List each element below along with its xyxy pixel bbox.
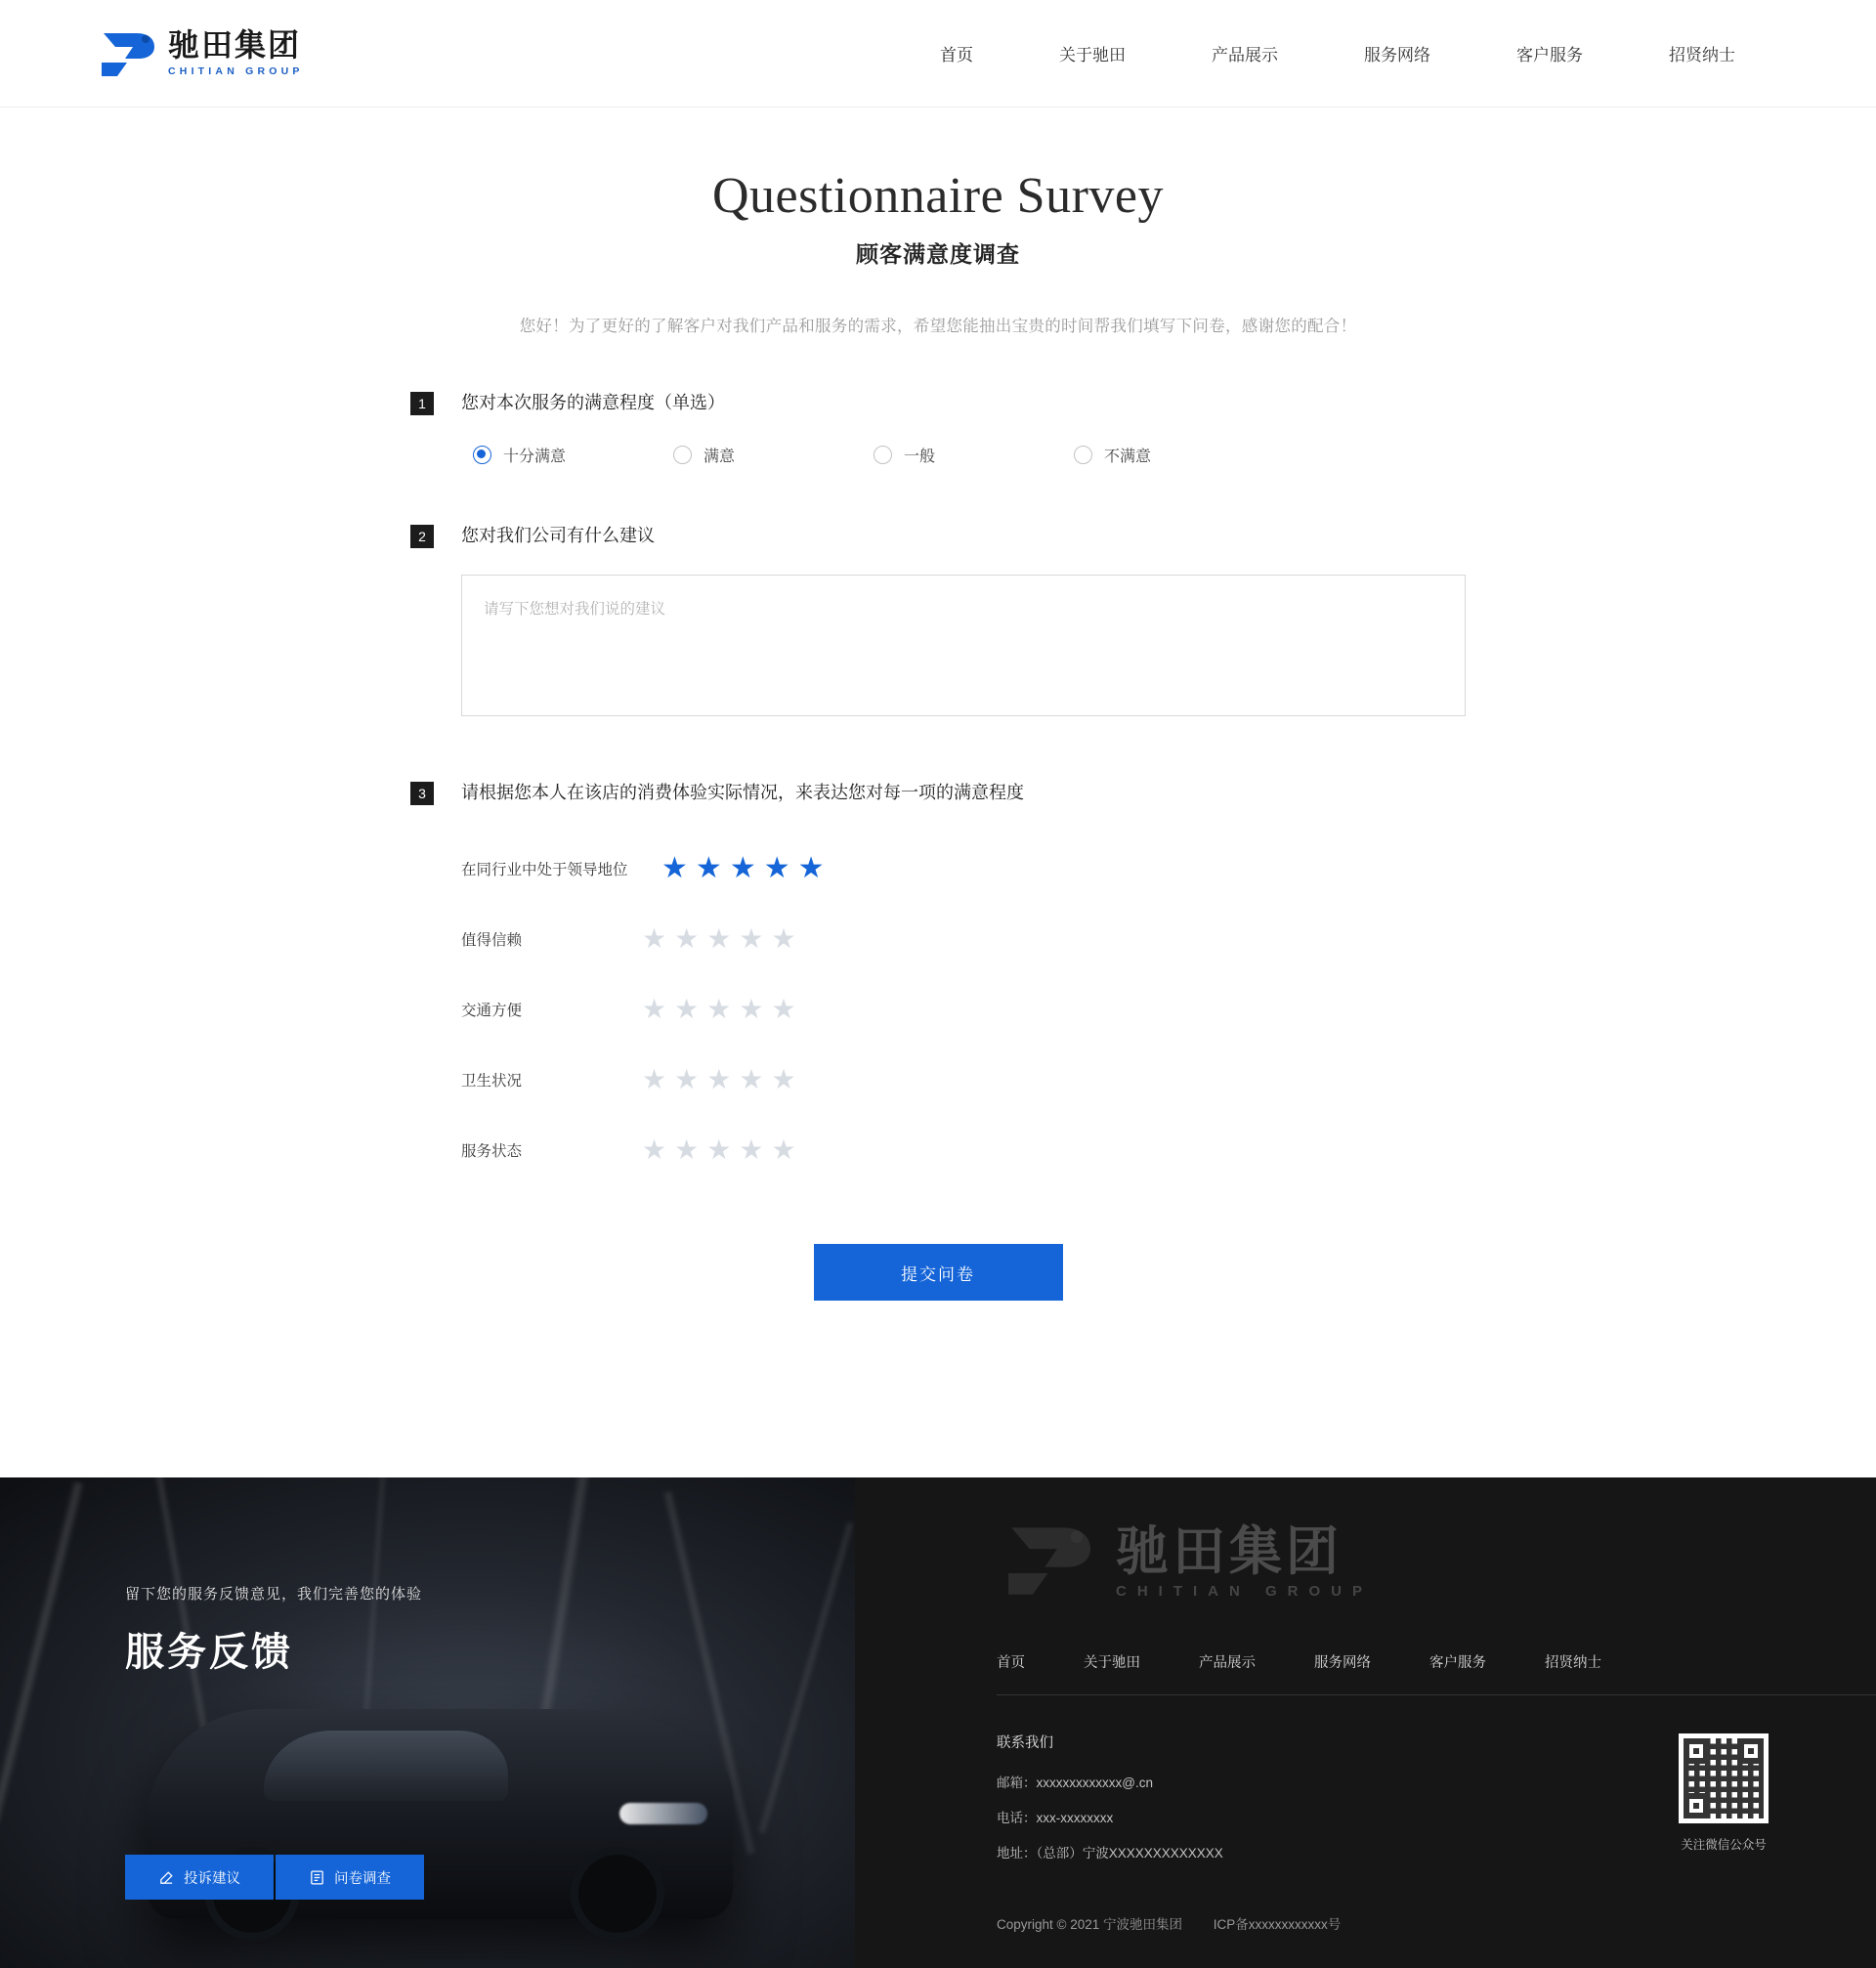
footer-logo-text-cn: 驰田集团 — [1116, 1520, 1343, 1583]
nav-item-service-network[interactable]: 服务网络 — [1364, 46, 1430, 64]
star-icon[interactable]: ★ — [674, 923, 700, 955]
chitian-logo-icon — [98, 27, 158, 80]
nav-item-products[interactable]: 产品展示 — [1212, 46, 1278, 64]
option-label: 一般 — [904, 449, 936, 466]
page-intro: 您好！为了更好的了解客户对我们产品和服务的需求，希望您能抽出宝贵的时间帮我们填写下问卷，感谢您的配合！ — [519, 318, 1357, 336]
main-nav — [897, 41, 1778, 65]
survey-form — [410, 336, 1466, 1301]
footer-nav-item-service-network[interactable]: 服务网络 — [1314, 1655, 1371, 1671]
list-icon — [309, 1869, 325, 1886]
page-title-en: Questionnaire Survey — [711, 168, 1164, 224]
star-icon[interactable]: ★ — [797, 852, 825, 885]
pen-icon — [158, 1869, 175, 1886]
option-average[interactable] — [862, 444, 1062, 466]
question-2 — [410, 523, 1466, 721]
star-rating[interactable] — [661, 854, 825, 883]
nav-item-about[interactable]: 关于驰田 — [1059, 46, 1126, 64]
star-icon[interactable]: ★ — [771, 1134, 796, 1166]
contact-address: 地址：（总部）宁波XXXXXXXXXXXXX — [997, 1846, 1223, 1861]
footer-nav-item-careers[interactable]: 招贤纳士 — [1545, 1655, 1601, 1671]
footer-logo-text-en: CHITIAN GROUP — [1116, 1582, 1373, 1600]
footer-info-panel — [855, 1477, 1876, 1968]
star-icon[interactable]: ★ — [706, 1064, 732, 1095]
footer-logo — [997, 1519, 1373, 1605]
question-1-options — [461, 444, 1466, 466]
option-label: 满意 — [704, 449, 736, 466]
button-label: 问卷调查 — [334, 1870, 391, 1887]
copyright-text: Copyright © 2021 宁波驰田集团 — [997, 1917, 1183, 1932]
submit-button[interactable]: 提交问卷 — [814, 1244, 1063, 1301]
question-3-text: 请根据您本人在该店的消费体验实际情况，来表达您对每一项的满意程度 — [461, 783, 1024, 803]
site-header — [0, 0, 1876, 107]
promo-subtitle: 留下您的服务反馈意见，我们完善您的体验 — [125, 1586, 423, 1603]
footer-divider — [997, 1694, 1876, 1695]
radio-icon[interactable] — [673, 446, 692, 464]
icp-text: ICP备xxxxxxxxxxxx号 — [1213, 1917, 1342, 1932]
star-icon[interactable]: ★ — [674, 1064, 700, 1095]
qr-caption: 关注微信公众号 — [1681, 1838, 1767, 1852]
option-very-satisfied[interactable] — [461, 444, 661, 466]
star-icon[interactable]: ★ — [739, 994, 764, 1025]
rating-label: 服务状态 — [461, 1143, 523, 1161]
star-rating[interactable] — [642, 925, 796, 953]
star-rating[interactable] — [642, 996, 796, 1023]
star-icon[interactable]: ★ — [674, 1134, 700, 1166]
rating-label: 在同行业中处于领导地位 — [461, 862, 628, 879]
copyright — [997, 1913, 1368, 1933]
nav-item-home[interactable]: 首页 — [940, 46, 973, 64]
rating-row-trustworthy — [461, 904, 1466, 974]
chitian-logo-icon — [997, 1519, 1102, 1605]
star-icon[interactable]: ★ — [763, 852, 790, 885]
complaint-suggestion-button[interactable] — [125, 1855, 274, 1900]
rating-label: 交通方便 — [461, 1003, 523, 1020]
nav-item-customer-service[interactable]: 客户服务 — [1516, 46, 1583, 64]
question-2-text: 您对我们公司有什么建议 — [461, 526, 655, 546]
option-label: 不满意 — [1104, 449, 1152, 466]
footer-nav-item-customer-service[interactable]: 客户服务 — [1429, 1655, 1486, 1671]
radio-icon[interactable] — [1074, 446, 1092, 464]
question-2-number: 2 — [410, 525, 434, 548]
radio-icon[interactable] — [473, 446, 491, 464]
logo[interactable] — [98, 27, 304, 80]
wechat-qr-block — [1679, 1733, 1769, 1853]
option-label: 十分满意 — [503, 449, 567, 466]
star-icon[interactable]: ★ — [706, 1134, 732, 1166]
suggestion-input[interactable] — [461, 575, 1466, 716]
star-icon[interactable]: ★ — [661, 852, 688, 885]
question-3 — [410, 780, 1466, 1185]
star-icon[interactable]: ★ — [642, 994, 667, 1025]
question-1-number: 1 — [410, 392, 434, 415]
contact-email: 邮箱：xxxxxxxxxxxxx@.cn — [997, 1775, 1153, 1790]
logo-text-en: CHITIAN GROUP — [168, 64, 304, 77]
star-icon[interactable]: ★ — [706, 923, 732, 955]
option-satisfied[interactable] — [661, 444, 862, 466]
rating-list — [461, 834, 1466, 1185]
logo-text-cn: 驰田集团 — [168, 26, 302, 64]
contact-phone: 电话：xxx-xxxxxxxx — [997, 1811, 1114, 1825]
footer-contact — [997, 1732, 1223, 1877]
footer-promo-panel — [0, 1477, 855, 1968]
question-3-number: 3 — [410, 782, 434, 805]
main-content — [0, 107, 1876, 1359]
qr-code-icon — [1679, 1733, 1769, 1823]
contact-title: 联系我们 — [997, 1735, 1053, 1751]
footer-nav-item-products[interactable]: 产品展示 — [1199, 1655, 1256, 1671]
star-icon[interactable]: ★ — [674, 994, 700, 1025]
button-label: 投诉建议 — [184, 1870, 240, 1887]
rating-label: 值得信赖 — [461, 932, 523, 950]
star-icon[interactable]: ★ — [739, 1134, 764, 1166]
star-icon[interactable]: ★ — [729, 852, 756, 885]
rating-row-leadership — [461, 834, 1466, 904]
question-1-text: 您对本次服务的满意程度（单选） — [461, 393, 725, 413]
star-icon[interactable]: ★ — [739, 923, 764, 955]
star-icon[interactable]: ★ — [771, 994, 796, 1025]
star-rating[interactable] — [642, 1136, 796, 1164]
footer-nav — [997, 1651, 1660, 1672]
star-icon[interactable]: ★ — [771, 1064, 796, 1095]
promo-title: 服务反馈 — [125, 1631, 293, 1674]
questionnaire-button[interactable] — [276, 1855, 424, 1900]
star-rating[interactable] — [642, 1066, 796, 1093]
site-footer — [0, 1477, 1876, 1968]
rating-label: 卫生状况 — [461, 1073, 523, 1091]
question-1 — [410, 390, 1466, 466]
star-icon[interactable]: ★ — [642, 923, 667, 955]
star-icon[interactable]: ★ — [706, 994, 732, 1025]
rating-row-transport — [461, 974, 1466, 1045]
rating-row-hygiene — [461, 1045, 1466, 1115]
star-icon[interactable]: ★ — [642, 1064, 667, 1095]
footer-nav-item-home[interactable]: 首页 — [997, 1655, 1025, 1671]
radio-icon[interactable] — [874, 446, 892, 464]
footer-nav-item-about[interactable]: 关于驰田 — [1084, 1655, 1140, 1671]
option-dissatisfied[interactable] — [1062, 444, 1262, 466]
rating-row-service — [461, 1115, 1466, 1185]
star-icon[interactable]: ★ — [771, 923, 796, 955]
star-icon[interactable]: ★ — [695, 852, 722, 885]
star-icon[interactable]: ★ — [642, 1134, 667, 1166]
star-icon[interactable]: ★ — [739, 1064, 764, 1095]
page-title-cn: 顾客满意度调查 — [856, 241, 1020, 268]
nav-item-careers[interactable]: 招贤纳士 — [1669, 46, 1735, 64]
